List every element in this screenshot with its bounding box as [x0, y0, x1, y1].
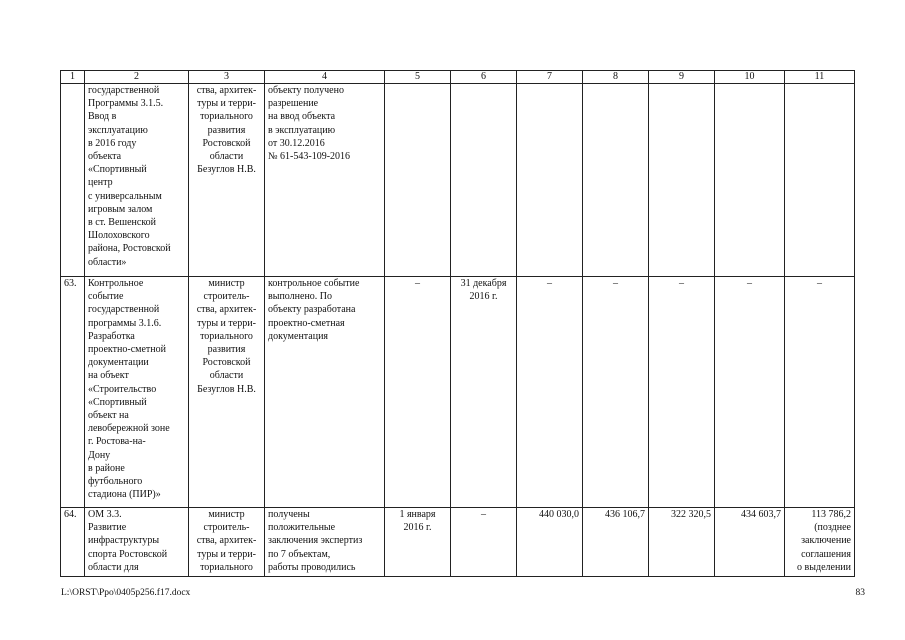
- value-cell: 440 030,0: [517, 508, 583, 577]
- value-cell: [649, 84, 715, 277]
- header-cell: 4: [265, 71, 385, 84]
- end-date-cell: 31 декабря 2016 г.: [451, 277, 517, 508]
- value-cell: 436 106,7: [583, 508, 649, 577]
- header-cell: 11: [785, 71, 855, 84]
- value-cell: –: [715, 277, 785, 508]
- value-cell: –: [649, 277, 715, 508]
- footer-page-number: 83: [855, 588, 865, 598]
- value-cell: [517, 84, 583, 277]
- note-cell: [785, 84, 855, 277]
- event-name-cell: ОМ 3.3. Развитие инфраструктуры спорта Ростовской области для: [85, 508, 189, 577]
- responsible-cell: министр строитель- ства, архитек- туры и терри- ториального: [189, 508, 265, 577]
- header-cell: 2: [85, 71, 189, 84]
- result-cell: получены положительные заключения экспертиз по 7 объектам, работы проводились: [265, 508, 385, 577]
- start-date-cell: [385, 84, 451, 277]
- document-table: [60, 70, 855, 577]
- header-cell: 8: [583, 71, 649, 84]
- end-date-cell: –: [451, 508, 517, 577]
- table-row: [61, 508, 855, 577]
- responsible-cell: министр строитель- ства, архитек- туры и терри- ториального развития Ростовской области Безуглов Н.В.: [189, 277, 265, 508]
- value-cell: –: [517, 277, 583, 508]
- table-header-row: [61, 71, 855, 84]
- value-cell: [583, 84, 649, 277]
- table-row: [61, 84, 855, 277]
- header-cell: 5: [385, 71, 451, 84]
- row-number-cell: [61, 84, 85, 277]
- end-date-cell: [451, 84, 517, 277]
- header-cell: 9: [649, 71, 715, 84]
- event-name-cell: Контрольное событие государственной программы 3.1.6. Разработка проектно-сметной документации на объект «Строительство «Спортивный объект на левобережной зоне г. Ростова-на- Дону в районе футбольного стадиона (ПИР)»: [85, 277, 189, 508]
- header-cell: 6: [451, 71, 517, 84]
- footer-file-path: L:\ORST\Ppo\0405p256.f17.docx: [61, 588, 191, 598]
- result-cell: объекту получено разрешение на ввод объекта в эксплуатацию от 30.12.2016 № 61-543-109-2016: [265, 84, 385, 277]
- value-cell: 434 603,7: [715, 508, 785, 577]
- note-cell: 113 786,2 (позднее заключение соглашения о выделении: [785, 508, 855, 577]
- header-cell: 1: [61, 71, 85, 84]
- start-date-cell: –: [385, 277, 451, 508]
- row-number-cell: 63.: [61, 277, 85, 508]
- header-cell: 7: [517, 71, 583, 84]
- table-row: [61, 277, 855, 508]
- header-cell: 3: [189, 71, 265, 84]
- row-number-cell: 64.: [61, 508, 85, 577]
- responsible-cell: ства, архитек- туры и терри- ториального развития Ростовской области Безуглов Н.В.: [189, 84, 265, 277]
- result-cell: контрольное событие выполнено. По объекту разработана проектно-сметная документация: [265, 277, 385, 508]
- header-cell: 10: [715, 71, 785, 84]
- value-cell: 322 320,5: [649, 508, 715, 577]
- note-cell: –: [785, 277, 855, 508]
- value-cell: –: [583, 277, 649, 508]
- start-date-cell: 1 января 2016 г.: [385, 508, 451, 577]
- event-name-cell: государственной Программы 3.1.5. Ввод в эксплуатацию в 2016 году объекта «Спортивный центр с универсальным игровым залом в ст. Вешенской Шолоховского района, Ростовской области»: [85, 84, 189, 277]
- value-cell: [715, 84, 785, 277]
